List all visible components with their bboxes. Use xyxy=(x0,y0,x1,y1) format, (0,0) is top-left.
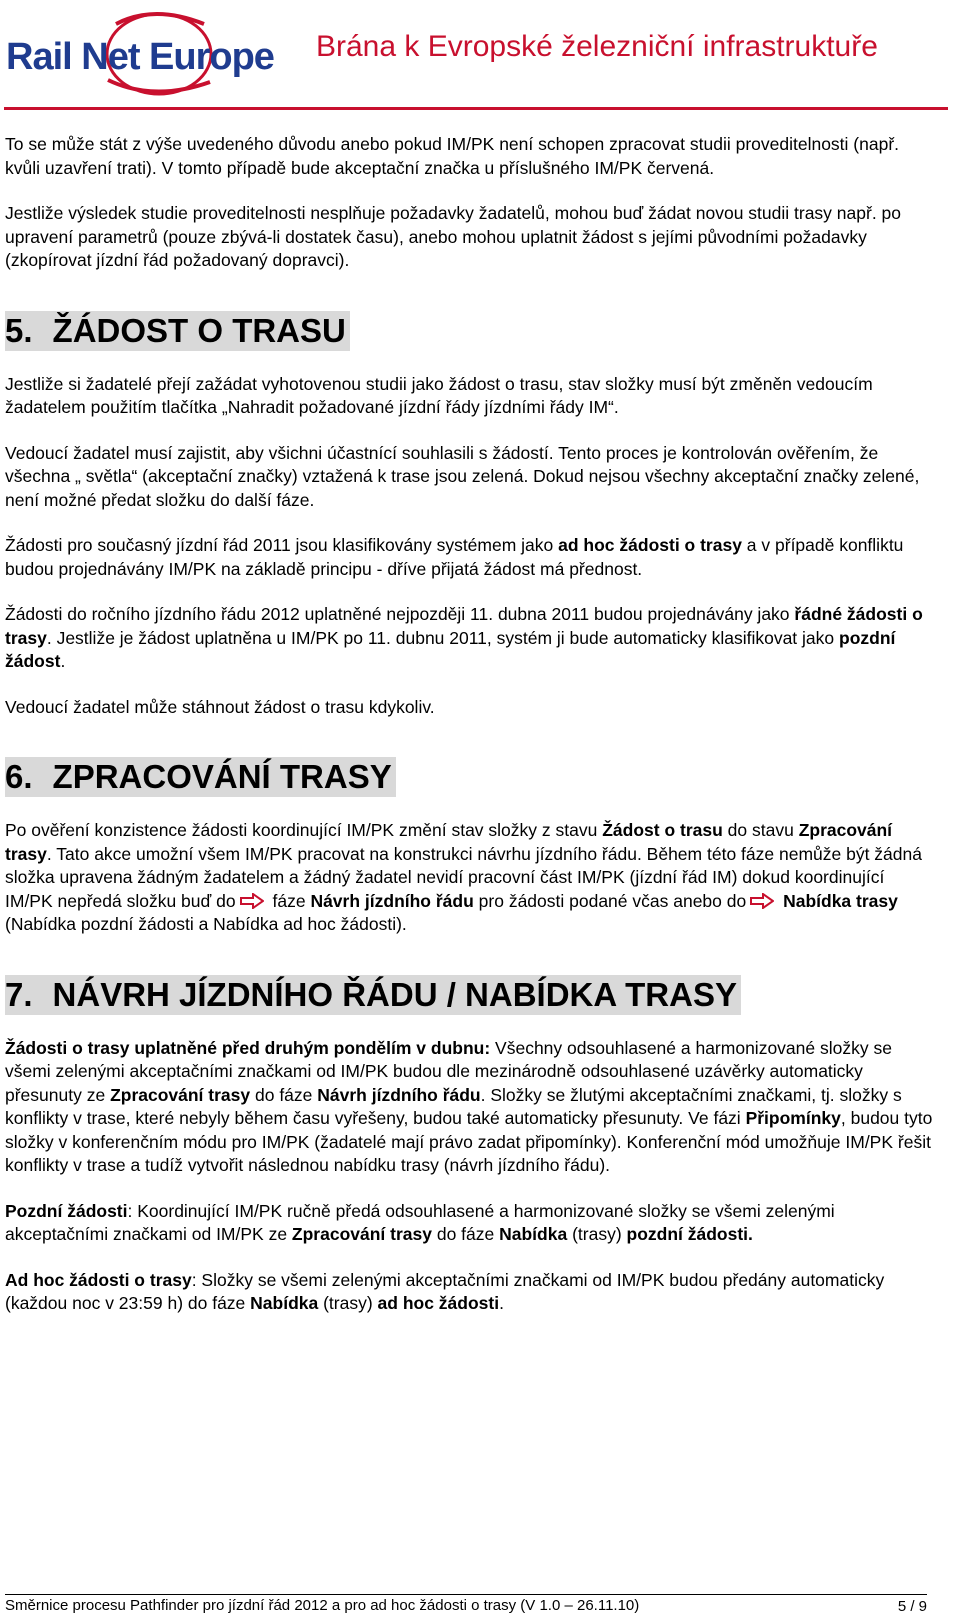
arrow-right-icon xyxy=(240,893,264,909)
paragraph: Žádosti pro současný jízdní řád 2011 jsou klasifikovány systémem jako ad hoc žádosti o trasy a v případě konfliktu budou projednávány IM/PK na základě principu - dříve přijatá žádost má přednost. xyxy=(5,535,904,579)
page-footer xyxy=(5,1594,927,1615)
paragraph: Jestliže výsledek studie proveditelnosti nesplňuje požadavky žadatelů, mohou buď žádat novou studii trasy např. po upravení parametrů (pouze zbývá-li dostatek času), anebo mohou uplatnit žádost s jejími původními požadavky (zkopírovat jízdní řád požadovaný dopravci). xyxy=(5,203,902,270)
section-title: ŽÁDOST O TRASU xyxy=(52,311,346,349)
paragraph: Vedoucí žadatel může stáhnout žádost o trasu kdykoliv. xyxy=(5,696,435,717)
document-body xyxy=(5,133,935,1338)
paragraph: Pozdní žádosti: Koordinující IM/PK ručně předá odsouhlasené a harmonizované složky se všemi zelenými akceptačními značkami od IM/PK ze Zpracování trasy do fáze Nabídka (trasy) pozdní žádosti. xyxy=(5,1200,835,1244)
paragraph: Vedoucí žadatel musí zajistit, aby všichni účastnící souhlasili s žádostí. Tento proces je kontrolován ověřením, že všechna „ světla“ (akceptační značky) vztažená k trase jsou zelená. Dokud nejsou všechny akceptační značky zelené, není možné předat složku do další fáze. xyxy=(5,442,920,510)
paragraph: Jestliže si žadatelé přejí zažádat vyhotovenou studii jako žádost o trasu, stav složky musí být změněn vedoucím žadatelem použitím tlačítka „Nahradit požadované jízdní řády jízdními řády IM“. xyxy=(5,373,873,417)
paragraph: Po ověření konzistence žádosti koordinující IM/PK změní stav složky z stavu Žádost o trasu do stavu Zpracování trasy. Tato akce umožní všem IM/PK pracovat na konstrukci návrhu jízdního řádu. Během této fáze nemůže být žádná složka upravena žádným žadatelem a žádný žadatel nevidí pracovní část IM/PK (jízdní řád IM) dokud koordinující IM/PK nepředá složku buď do fáze Návrh jízdního řádu pro žádosti podané včas anebo do Nabídka trasy (Nabídka pozdní žádosti a Nabídka ad hoc žádosti). xyxy=(5,820,922,934)
section-number: 5. xyxy=(5,311,33,349)
page-number: 5 / 9 xyxy=(897,1598,927,1615)
rne-logo xyxy=(4,10,294,100)
paragraph: Ad hoc žádosti o trasy: Složky se všemi zelenými akceptačními značkami od IM/PK budou předány automaticky (každou noc v 23:59 h) do fáze Nabídka (trasy) ad hoc žádosti. xyxy=(5,1269,885,1313)
header-title: Brána k Evropské železniční infrastruktuře xyxy=(316,30,878,63)
section-heading xyxy=(5,975,741,1015)
logo-text: Rail Net Europe xyxy=(6,36,274,78)
arrow-right-icon xyxy=(750,893,774,909)
header-divider xyxy=(4,107,948,110)
paragraph: To se může stát z výše uvedeného důvodu anebo pokud IM/PK není schopen zpracovat studii proveditelnosti (např. kvůli uzavření trati). V tomto případě bude akceptační značka u příslušného IM/PK červená. xyxy=(5,134,900,178)
section-number: 6. xyxy=(5,758,33,795)
section-number: 7. xyxy=(5,975,33,1013)
paragraph: Žádosti o trasy uplatněné před druhým pondělím v dubnu: Všechny odsouhlasené a harmonizované složky se všemi zelenými akceptačními značkami od IM/PK budou dle mezinárodně odsouhlasené uzávěrky automaticky přesunuty ze Zpracování trasy do fáze Návrh jízdního řádu. Složky se žlutými akceptačními značkami, tj. složky s konflikty v trase, které nebyly během času vyřešeny, budou také automaticky přesunuty. Ve fázi Připomínky, budou tyto složky v konferenčním módu pro IM/PK (žadatelé mají právo zadat připomínky). Konferenční mód umožňuje IM/PK řešit konflikty v trase a tudíž vytvořit následnou nabídku trasy (návrh jízdního řádu). xyxy=(5,1037,933,1175)
paragraph: Žádosti do ročního jízdního řádu 2012 uplatněné nejpozději 11. dubna 2011 budou projednávány jako řádné žádosti o trasy. Jestliže je žádost uplatněna u IM/PK po 11. dubnu 2011, systém ji bude automaticky klasifikovat jako pozdní žádost. xyxy=(5,604,923,671)
section-heading xyxy=(5,757,396,797)
section-title: ZPRACOVÁNÍ TRASY xyxy=(52,758,392,795)
page-header xyxy=(0,0,960,112)
section-title: NÁVRH JÍZDNÍHO ŘÁDU / NABÍDKA TRASY xyxy=(52,975,737,1013)
footer-text: Směrnice procesu Pathfinder pro jízdní řád 2012 a pro ad hoc žádosti o trasy (V 1.0 – 26.11.10) xyxy=(5,1597,640,1614)
section-heading xyxy=(5,311,350,351)
